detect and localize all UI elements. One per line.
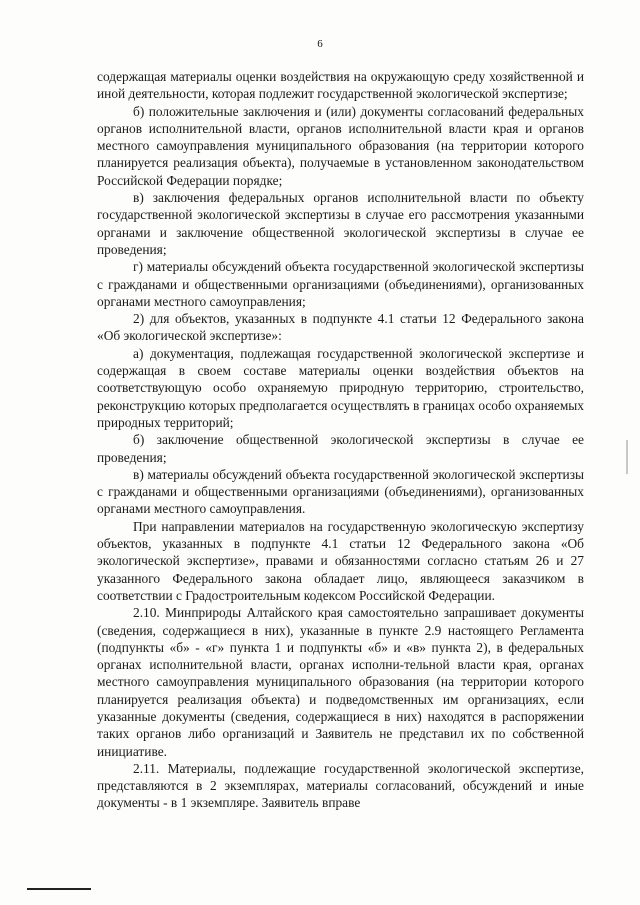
page-number: 6: [317, 38, 323, 50]
paragraph-item-2a: а) документация, подлежащая государственной экологической экспертизе и содержащая в своем составе материалы оценки воздействия объектов на соответствующую особо охраняемую природную территорию, строительство, реконструкцию которых предполагается осуществлять в границах особо охраняемых природных территорий;: [97, 345, 584, 430]
paragraph-item-b: б) положительные заключения и (или) документы согласований федеральных органов исполнительной власти, органов исполнительной власти края и органов местного самоуправления муниципального образования (на территории которого планируется реализация объекта), получаемые в установленном законодательством Российской Федерации порядке;: [97, 103, 584, 188]
paragraph-item-2: 2) для объектов, указанных в подпункте 4.1 статьи 12 Федерального закона «Об экологической экспертизе»:: [97, 311, 584, 344]
paragraph-2-10: 2.10. Минприроды Алтайского края самостоятельно запрашивает документы (сведения, содержащиеся в них), указанные в пункте 2.9 настоящего Регламента (подпункты «б» - «г» пункта 1 и подпункты «б» и «в» пункта 2), в федеральных органах исполнительной власти, органах исполни-тельной власти края, органах местного самоуправления муниципального образования (на территории которого планируется реализация объекта) и подведомственных им организациях, если указанные документы (сведения, содержащиеся в них) находятся в распоряжении таких органов либо организаций и Заявитель не представил их по собственной инициативе.: [97, 605, 584, 759]
paragraph-item-2v: в) материалы обсуждений объекта государственной экологической экспертизы с гражданами и общественными организациями (объединениями), организованных органами местного самоуправления.: [97, 466, 584, 517]
paragraph-item-g: г) материалы обсуждений объекта государственной экологической экспертизы с гражданами и общественными организациями (объединениями), организованных органами местного самоуправления;: [97, 259, 584, 309]
paragraph-2-11: 2.11. Материалы, подлежащие государственной экологической экспертизе, представляются в 2 экземплярах, материалы согласований, обсуждений и иные документы - в 1 экземпляре. Заявитель вправе: [97, 760, 584, 811]
paragraph-item-2b: б) заключение общественной экологической экспертизы в случае ее проведения;: [97, 432, 584, 465]
scan-margin-mark: [626, 440, 628, 474]
paragraph-item-v: в) заключения федеральных органов исполнительной власти по объекту государственной экологической экспертизы в случае его рассмотрения указанными органами и заключение общественной экологической экспертизы в случае ее проведения;: [97, 190, 584, 257]
paragraph-continuation: содержащая материалы оценки воздействия на окружающую среду хозяйственной и иной деятельности, которая подлежит государственной экологической экспертизе;: [97, 69, 584, 102]
document-body: [97, 68, 584, 812]
footer-rule: [27, 888, 91, 890]
paragraph-customer-rights: При направлении материалов на государственную экологическую экспертизу объектов, указанных в подпункте 4.1 статьи 12 Федерального закона «Об экологической экспертизе», правами и обязанностями согласно статьям 26 и 27 указанного Федерального закона обладает лицо, являющееся заказчиком в соответствии с Градостроительным кодексом Российской Федерации.: [97, 518, 584, 603]
